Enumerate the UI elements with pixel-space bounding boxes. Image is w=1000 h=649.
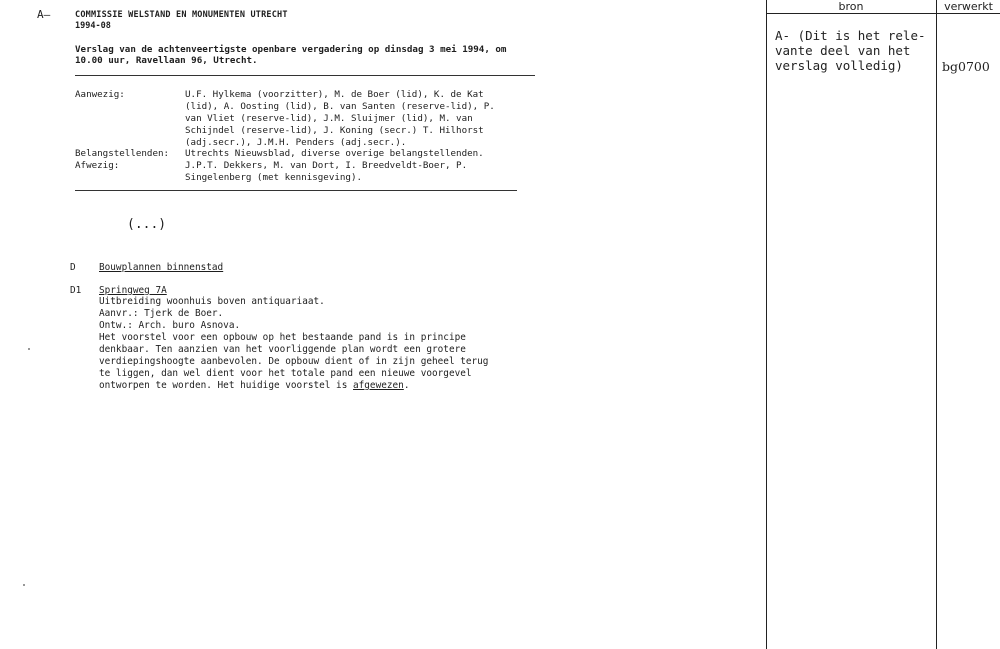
source-note-line-3: verslag volledig) [775, 58, 903, 73]
item-address: Springweg 7A [99, 285, 167, 296]
item-line-7: te liggen, dan wel dient voor het totale pand een nieuwe voorgevel [99, 368, 472, 379]
item-code: D1 [70, 285, 82, 296]
present-line-5: (adj.secr.), J.M.H. Penders (adj.secr.). [185, 137, 407, 148]
interested-text: Utrechts Nieuwsblad, diverse overige belangstellenden. [185, 148, 484, 159]
interested-label: Belangstellenden: [75, 148, 170, 159]
present-line-4: Schijndel (reserve-lid), J. Koning (secr.) T. Hilhorst [185, 125, 484, 136]
header-divider [75, 75, 535, 76]
omission-marker: (...) [127, 217, 167, 232]
section-letter: A— [37, 8, 51, 21]
item-line-2: Aanvr.: Tjerk de Boer. [99, 308, 224, 319]
column-header-bron: bron [838, 0, 864, 13]
document-number: 1994-08 [75, 21, 111, 31]
item-line-8-end: . [403, 380, 410, 391]
absent-label: Afwezig: [75, 160, 120, 171]
item-line-3: Ontw.: Arch. buro Asnova. [99, 320, 241, 331]
item-line-8 [99, 380, 409, 391]
item-line-4: Het voorstel voor een opbouw op het bestaande pand is in principe [99, 332, 466, 343]
section-code: D [70, 262, 76, 273]
attendance-divider [75, 190, 517, 191]
present-line-2: (lid), A. Oosting (lid), B. van Santen (reserve-lid), P. [185, 101, 495, 112]
column-divider-verwerkt [936, 0, 937, 649]
column-header-rule [766, 13, 1000, 14]
item-line-5: denkbaar. Ten aanzien van het voorliggende plan wordt een grotere [99, 344, 466, 355]
present-label: Aanwezig: [75, 89, 125, 100]
decision-text: afgewezen [353, 380, 404, 391]
section-title: Bouwplannen binnenstad [99, 262, 224, 273]
absent-line-1: J.P.T. Dekkers, M. van Dort, I. Breedveldt-Boer, P. [185, 160, 468, 171]
item-line-1: Uitbreiding woonhuis boven antiquariaat. [99, 296, 325, 307]
absent-line-2: Singelenberg (met kennisgeving). [185, 172, 363, 183]
item-line-8-text: ontworpen te worden. Het huidige voorstel is [99, 380, 353, 391]
column-divider-bron [766, 0, 767, 649]
column-header-verwerkt: verwerkt [944, 0, 993, 13]
scan-speck [28, 348, 30, 350]
processed-code: bg0700 [942, 59, 990, 74]
present-line-3: van Vliet (reserve-lid), J.M. Sluijmer (lid), M. van [185, 113, 473, 124]
source-note-line-2: vante deel van het [775, 43, 911, 58]
document-title: COMMISSIE WELSTAND EN MONUMENTEN UTRECHT [75, 10, 288, 20]
meeting-description-line-1: Verslag van de achtenveertigste openbare vergadering op dinsdag 3 mei 1994, om [75, 44, 507, 55]
meeting-description-line-2: 10.00 uur, Ravellaan 96, Utrecht. [75, 55, 258, 66]
item-line-6: verdiepingshoogte aanbevolen. De opbouw dient of in zijn geheel terug [99, 356, 489, 367]
scan-speck [23, 584, 25, 586]
source-note-line-1: A- (Dit is het rele- [775, 28, 926, 43]
present-line-1: U.F. Hylkema (voorzitter), M. de Boer (lid), K. de Kat [185, 89, 484, 100]
